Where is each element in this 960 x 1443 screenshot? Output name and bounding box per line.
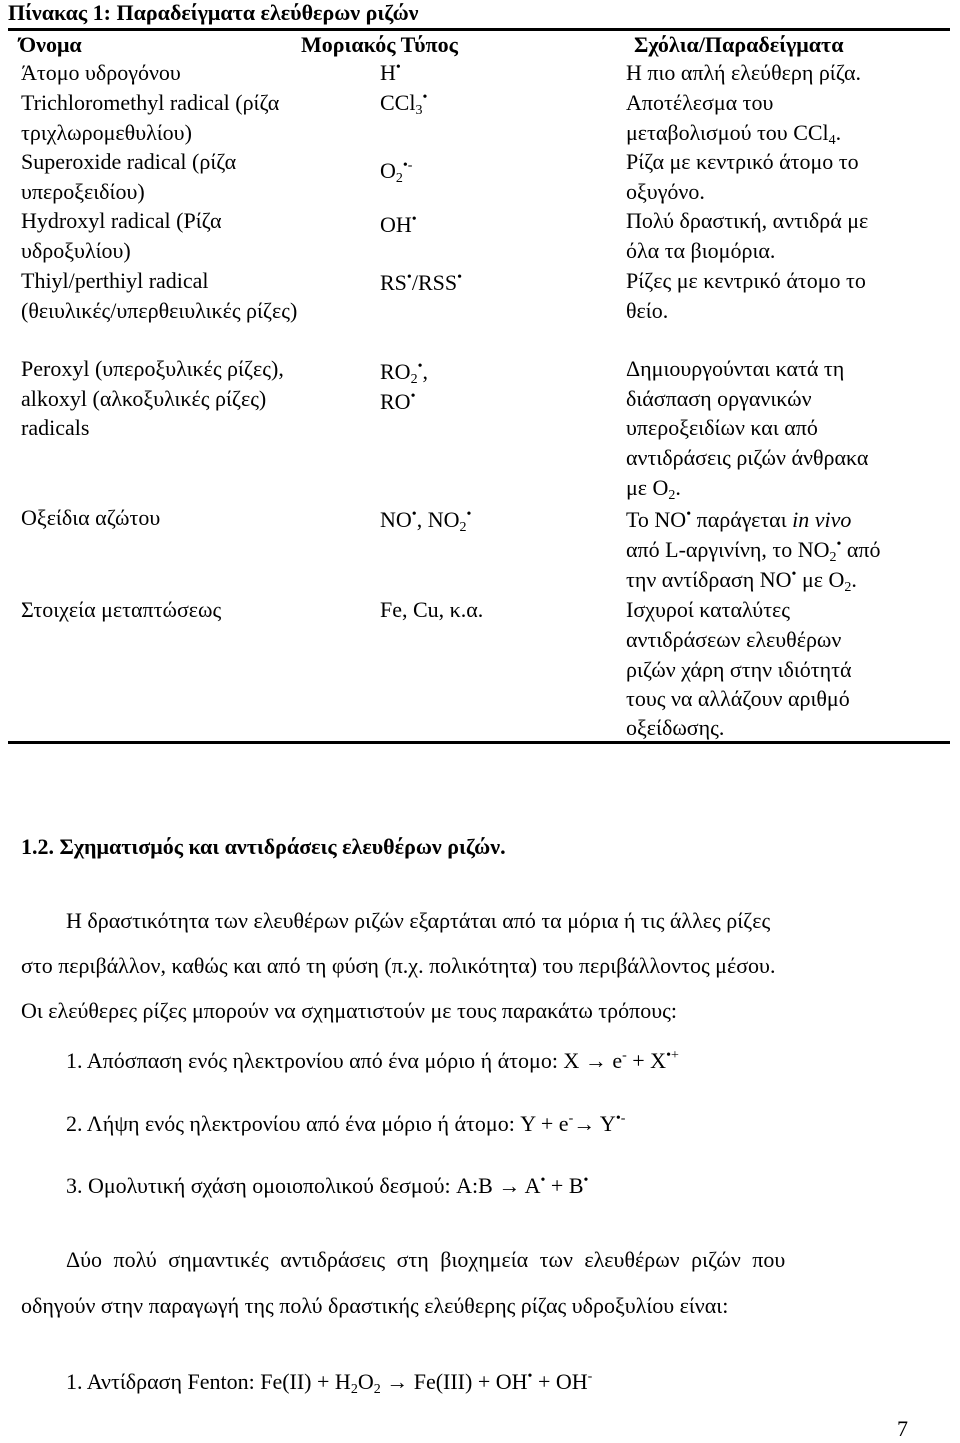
row-superoxide-comment-2: οξυγόνο. — [626, 179, 705, 204]
row-transition-metals-comment-4: τους να αλλάζουν αριθμό — [626, 686, 850, 711]
row-nitrogen-oxides-name: Οξείδια αζώτου — [21, 505, 161, 530]
row-hydrogen-formula: H• — [380, 60, 401, 85]
row-thiyl-name-1: Thiyl/perthiyl radical — [21, 268, 209, 293]
paragraph-1-line-1: Η δραστικότητα των ελευθέρων ριζών εξαρτάται από τα μόρια ή τις άλλες ρίζες — [66, 908, 771, 933]
list-item-ionization: 1. Απόσπαση ενός ηλεκτρονίου από ένα μόριο ή άτομο: X → e- + X•+ — [66, 1048, 679, 1073]
row-peroxyl-comment-3: υπεροξειδίων και από — [626, 415, 818, 440]
row-trichloromethyl-comment-2: μεταβολισμού του CCl$_4$. — [626, 120, 842, 148]
row-superoxide-name-2: υπεροξειδίου) — [21, 179, 145, 204]
row-superoxide-comment-1: Ρίζα με κεντρικό άτομο το — [626, 149, 859, 174]
row-transition-metals-name: Στοιχεία μεταπτώσεως — [21, 597, 222, 622]
row-nitrogen-oxides-formula: NO•, $NO_2^•$ — [380, 507, 472, 535]
page-number: 7 — [897, 1416, 908, 1441]
row-transition-metals-comment-1: Ισχυροί καταλύτες — [626, 597, 790, 622]
row-superoxide-name-1: Superoxide radical (ρίζα — [21, 149, 237, 174]
row-hydroxyl-comment-1: Πολύ δραστική, αντιδρά με — [626, 208, 869, 233]
list-item-electron-capture: 2. Λήψη ενός ηλεκτρονίου από ένα μόριο ή άτομο: Y + e-→ Y•- — [66, 1111, 626, 1136]
section-title: 1.2. Σχηματισμός και αντιδράσεις ελευθέρων ριζών. — [21, 834, 506, 859]
row-transition-metals-comment-5: οξείδωσης. — [626, 715, 725, 740]
row-peroxyl-comment-2: διάσπαση οργανικών — [626, 386, 812, 411]
row-thiyl-name-2: (θειυλικές/υπερθειυλικές ρίζες) — [21, 298, 298, 323]
row-transition-metals-formula: Fe, Cu, κ.α. — [380, 597, 484, 622]
row-transition-metals-comment-2: αντιδράσεων ελευθέρων — [626, 627, 842, 652]
row-peroxyl-name-3: radicals — [21, 415, 90, 440]
row-thiyl-comment-1: Ρίζες με κεντρικό άτομο το — [626, 268, 866, 293]
header-name: Όνομα — [19, 32, 82, 57]
row-hydroxyl-formula: OH• — [380, 212, 417, 237]
row-hydrogen-name: Άτομο υδρογόνου — [21, 60, 181, 85]
row-hydroxyl-name-2: υδροξυλίου) — [21, 238, 131, 263]
table-caption: Πίνακας 1: Παραδείγματα ελεύθερων ριζών — [8, 0, 419, 25]
paragraph-1-line-2: στο περιβάλλον, καθώς και από τη φύση (π.χ. πολικότητα) του περιβάλλοντος μέσου. — [21, 953, 776, 978]
paragraph-2-line-1: Δύο πολύ σημαντικές αντιδράσεις στη βιοχημεία των ελευθέρων ριζών που — [66, 1247, 786, 1272]
row-superoxide-formula: $O_2^{•-}$ — [380, 158, 413, 186]
row-nitrogen-oxides-comment-3: την αντίδραση NO• με $O_2$. — [626, 567, 857, 595]
fenton-reaction: 1. Αντίδραση Fenton: $Fe(II) + H_2O_2 \to Fe(III) + OH^• + OH^-$ — [66, 1369, 593, 1397]
row-thiyl-comment-2: θείο. — [626, 298, 669, 323]
row-trichloromethyl-comment-1: Αποτέλεσμα του — [626, 90, 774, 115]
row-thiyl-formula: RS•/RSS• — [380, 270, 462, 295]
row-peroxyl-formula-1: $RO_2^•$, — [380, 359, 428, 387]
header-formula: Μοριακός Τύπος — [301, 32, 458, 57]
row-peroxyl-name-2: alkoxyl (αλκοξυλικές ρίζες) — [21, 386, 267, 411]
paragraph-2-line-2: οδηγούν στην παραγωγή της πολύ δραστικής ελεύθερης ρίζας υδροξυλίου είναι: — [21, 1293, 729, 1318]
row-hydrogen-comment: Η πιο απλή ελεύθερη ρίζα. — [626, 60, 862, 85]
header-comments: Σχόλια/Παραδείγματα — [634, 32, 844, 57]
row-peroxyl-comment-1: Δημιουργούνται κατά τη — [626, 356, 845, 381]
list-item-homolysis: 3. Ομολυτική σχάση ομοιοπολικού δεσμού: A:B → A• + B• — [66, 1173, 589, 1198]
row-peroxyl-formula-2: RO• — [380, 389, 416, 414]
row-peroxyl-name-1: Peroxyl (υπεροξυλικές ρίζες), — [21, 356, 284, 381]
row-transition-metals-comment-3: ριζών χάρη στην ιδιότητά — [626, 657, 852, 682]
row-nitrogen-oxides-comment-1: Το NO• παράγεται in vivo — [626, 507, 852, 532]
row-trichloromethyl-name-1: Trichloromethyl radical (ρίζα — [21, 90, 280, 115]
row-peroxyl-comment-5: με $O_2$. — [626, 475, 681, 503]
row-hydroxyl-name-1: Hydroxyl radical (Ρίζα — [21, 208, 222, 233]
row-peroxyl-comment-4: αντιδράσεις ριζών άνθρακα — [626, 445, 869, 470]
row-hydroxyl-comment-2: όλα τα βιομόρια. — [626, 238, 776, 263]
paragraph-1-line-3: Οι ελεύθερες ρίζες μπορούν να σχηματιστούν με τους παρακάτω τρόπους: — [21, 998, 677, 1023]
row-trichloromethyl-name-2: τριχλωρομεθυλίου) — [21, 120, 192, 145]
row-nitrogen-oxides-comment-2: από L-αργινίνη, το $NO_2^•$ από — [626, 537, 881, 565]
row-trichloromethyl-formula: CCl$_3$• — [380, 90, 428, 118]
table-bottom-rule — [8, 741, 950, 744]
